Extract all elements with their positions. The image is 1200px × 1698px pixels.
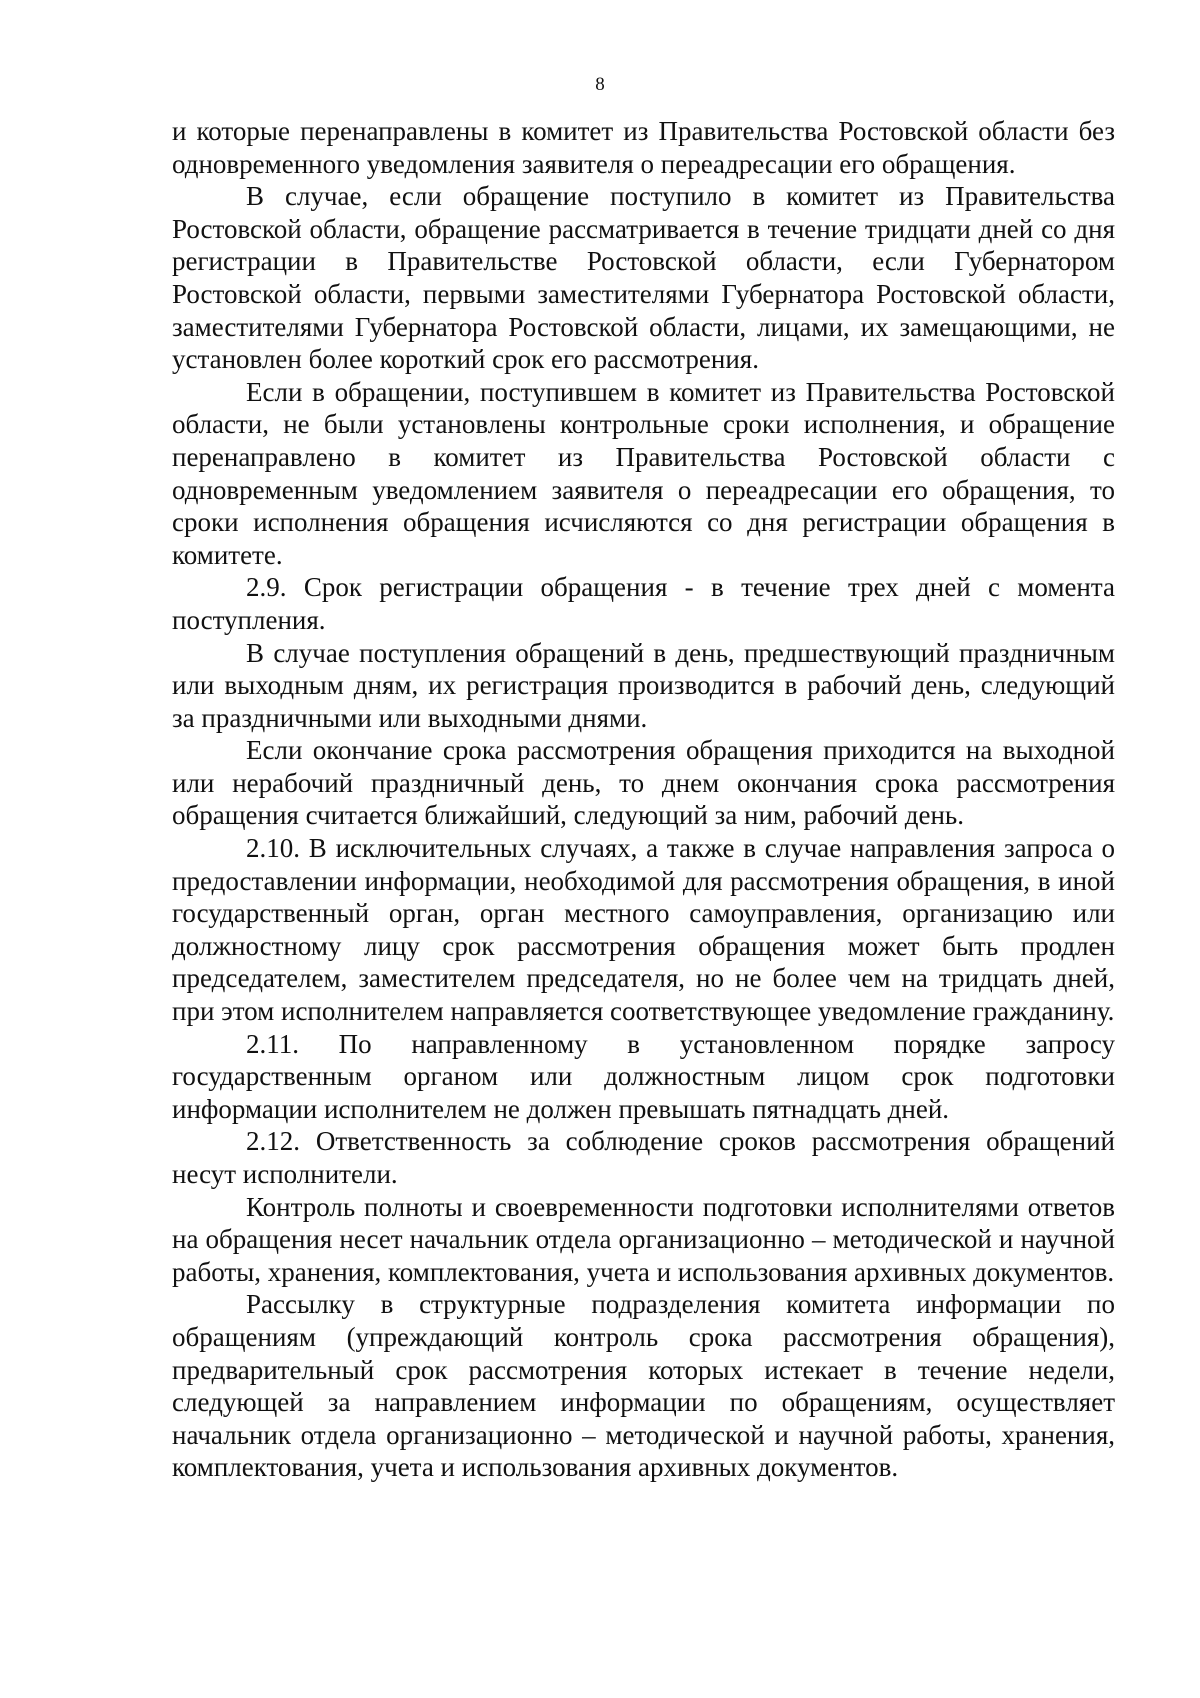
paragraph-2-11-request: 2.11. По направленному в установленном порядке запросу государственным органом или должностным лицом срок подготовки информации исполнителем не должен превышать пятнадцать дней. — [172, 1028, 1115, 1124]
paragraph-control-deadlines: Если в обращении, поступившем в комитет из Правительства Ростовской области, не были установлены контрольные сроки исполнения, и обращение перенаправлено в комитет из Правительства Ростовской области с одновременным уведомлением заявителя о переадресации его обращения, то сроки исполнения обращения исчисляются со дня регистрации обращения в комитете. — [172, 376, 1115, 570]
document-body — [172, 115, 1115, 1484]
paragraph-2-9-registration: 2.9. Срок регистрации обращения - в течение трех дней с момента поступления. — [172, 572, 1115, 635]
paragraph-2-12-responsibility: 2.12. Ответственность за соблюдение сроков рассмотрения обращений несут исполнители. — [172, 1126, 1115, 1189]
paragraph-holiday-registration: В случае поступления обращений в день, предшествующий праздничным или выходным дням, их регистрация производится в рабочий день, следующий за праздничными или выходными днями. — [172, 637, 1115, 733]
page-number: 8 — [595, 74, 605, 95]
paragraph-continuation: и которые перенаправлены в комитет из Правительства Ростовской области без одновременного уведомления заявителя о переадресации его обращения. — [172, 116, 1115, 179]
paragraph-deadline-weekend: Если окончание срока рассмотрения обращения приходится на выходной или нерабочий праздничный день, то днем окончания срока рассмотрения обращения считается ближайший, следующий за ним, рабочий день. — [172, 735, 1115, 831]
paragraph-2-10-extension: 2.10. В исключительных случаях, а также в случае направления запроса о предоставлении информации, необходимой для рассмотрения обращения, в иной государственный орган, орган местного самоуправления, организацию или должностному лицу срок рассмотрения обращения может быть продлен председателем, заместителем председателя, но не более чем на тридцать дней, при этом исполнителем направляется соответствующее уведомление гражданину. — [172, 833, 1115, 1027]
paragraph-control: Контроль полноты и своевременности подготовки исполнителями ответов на обращения несет начальник отдела организационно – методической и научной работы, хранения, комплектования, учета и использования архивных документов. — [172, 1191, 1115, 1287]
paragraph-government-deadline: В случае, если обращение поступило в комитет из Правительства Ростовской области, обращение рассматривается в течение тридцати дней со дня регистрации в Правительстве Ростовской области, если Губернатором Ростовской области, первыми заместителями Губернатора Ростовской области, заместителями Губернатора Ростовской области, лицами, их замещающими, не установлен более короткий срок его рассмотрения. — [172, 181, 1115, 375]
paragraph-distribution: Рассылку в структурные подразделения комитета информации по обращениям (упреждающий контроль срока рассмотрения обращения), предварительный срок рассмотрения которых истекает в течение недели, следующей за направлением информации по обращениям, осуществляет начальник отдела организационно – методической и научной работы, хранения, комплектования, учета и использования архивных документов. — [172, 1289, 1115, 1483]
